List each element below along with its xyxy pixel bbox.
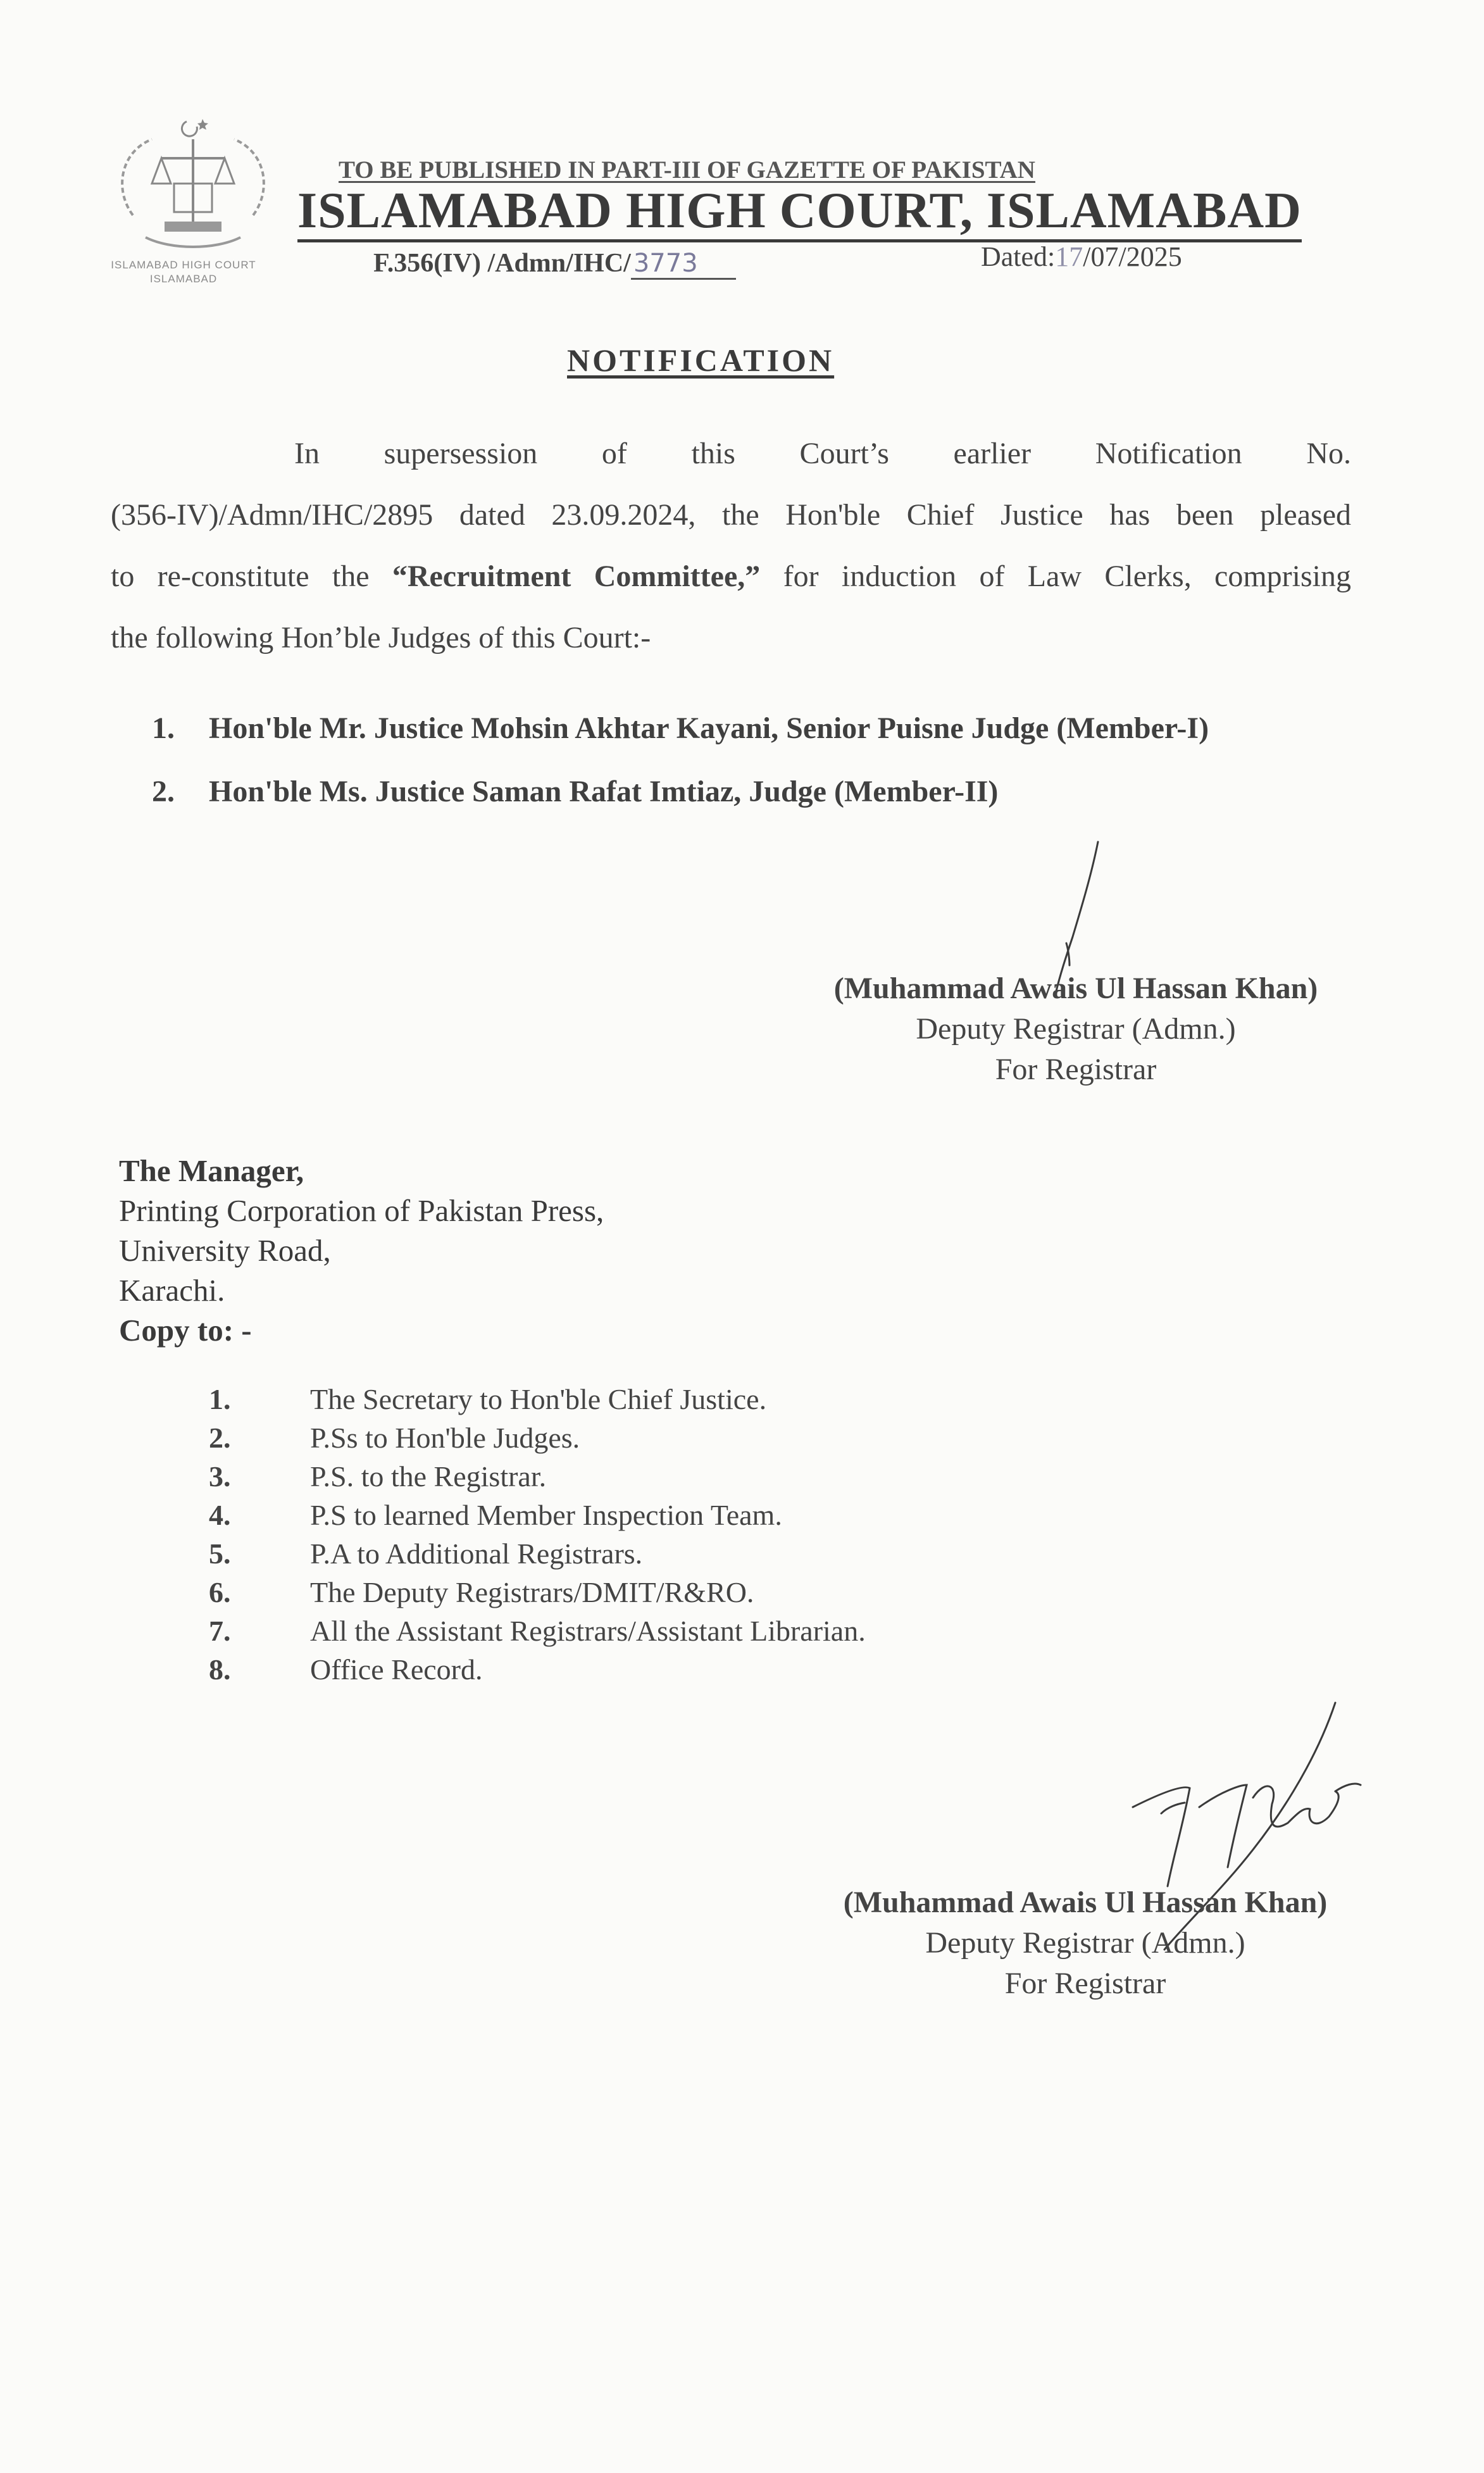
list-item xyxy=(209,1612,866,1650)
address-line-1: Printing Corporation of Pakistan Press, xyxy=(119,1193,604,1228)
dated-label: Dated: xyxy=(981,241,1056,272)
signatory-block-2 xyxy=(769,1882,1402,2004)
seal-caption: ISLAMABAD HIGH COURT ISLAMABAD xyxy=(111,259,256,285)
signatory-designation: Deputy Registrar (Admn.) xyxy=(916,1012,1236,1046)
copy-text: P.S. to the Registrar. xyxy=(310,1460,547,1493)
copy-text: The Deputy Registrars/DMIT/R&RO. xyxy=(310,1576,754,1608)
para-line-1: In supersession of this Court’s earlier Notification No. xyxy=(294,437,1351,470)
para-line-3-a: to re-constitute the xyxy=(111,560,392,593)
list-item xyxy=(209,1496,866,1534)
copy-text: Office Record. xyxy=(310,1653,483,1686)
signatory-block-1 xyxy=(759,968,1392,1090)
address-block xyxy=(119,1151,604,1350)
dated-day-handwritten: 17 xyxy=(1055,241,1083,272)
notification-paragraph xyxy=(111,423,1351,668)
file-number-handwritten: 3773 xyxy=(631,249,736,280)
signatory-name: (Muhammad Awais Ul Hassan Khan) xyxy=(843,1886,1328,1919)
signatory-name: (Muhammad Awais Ul Hassan Khan) xyxy=(833,972,1318,1005)
list-item xyxy=(209,1457,866,1496)
judge-number: 2. xyxy=(152,774,175,808)
list-item xyxy=(152,760,1209,823)
copy-number: 1. xyxy=(209,1383,231,1415)
list-item xyxy=(209,1573,866,1612)
signatory-designation: Deputy Registrar (Admn.) xyxy=(925,1926,1245,1960)
list-item xyxy=(209,1418,866,1457)
copy-number: 6. xyxy=(209,1576,231,1608)
copy-text: P.S to learned Member Inspection Team. xyxy=(310,1499,782,1531)
judge-number: 1. xyxy=(152,711,175,745)
copy-number: 2. xyxy=(209,1422,231,1454)
file-number xyxy=(373,248,736,279)
copy-to-label: Copy to: - xyxy=(119,1313,252,1348)
judges-list xyxy=(152,696,1209,823)
copy-number: 5. xyxy=(209,1537,231,1570)
notification-title: NOTIFICATION xyxy=(567,342,835,378)
para-line-3 xyxy=(111,546,1351,607)
copy-text: All the Assistant Registrars/Assistant Librarian. xyxy=(310,1615,866,1647)
dated xyxy=(981,241,1182,273)
address-to: The Manager, xyxy=(119,1153,304,1188)
dated-rest: /07/2025 xyxy=(1083,241,1182,272)
copy-number: 4. xyxy=(209,1499,231,1531)
signatory-for: For Registrar xyxy=(995,1053,1157,1086)
list-item xyxy=(209,1650,866,1689)
address-line-2: University Road, xyxy=(119,1233,331,1268)
judge-text: Hon'ble Mr. Justice Mohsin Akhtar Kayani, Senior Puisne Judge (Member-I) xyxy=(209,711,1209,745)
address-line-3: Karachi. xyxy=(119,1273,225,1308)
para-line-3-c: for induction of Law Clerks, comprising xyxy=(760,560,1352,593)
list-item xyxy=(152,696,1209,760)
copy-text: P.A to Additional Registrars. xyxy=(310,1537,643,1570)
committee-name: “Recruitment Committee,” xyxy=(392,560,761,593)
copy-text: The Secretary to Hon'ble Chief Justice. xyxy=(310,1383,767,1415)
para-line-4: the following Hon’ble Judges of this Court:- xyxy=(111,621,651,654)
copy-number: 8. xyxy=(209,1653,231,1686)
court-title: ISLAMABAD HIGH COURT, ISLAMABAD xyxy=(297,182,1302,242)
signatory-for: For Registrar xyxy=(1004,1967,1166,2000)
list-item xyxy=(209,1534,866,1573)
para-line-2: (356-IV)/Admn/IHC/2895 dated 23.09.2024, the Hon'ble Chief Justice has been pleased xyxy=(111,498,1351,532)
copy-number: 3. xyxy=(209,1460,231,1493)
gazette-line: TO BE PUBLISHED IN PART-III OF GAZETTE OF PAKISTAN xyxy=(339,156,1035,184)
copy-number: 7. xyxy=(209,1615,231,1647)
copy-text: P.Ss to Hon'ble Judges. xyxy=(310,1422,580,1454)
judge-text: Hon'ble Ms. Justice Saman Rafat Imtiaz, Judge (Member-II) xyxy=(209,774,999,808)
copy-list xyxy=(209,1380,866,1689)
file-number-prefix: F.356(IV) /Admn/IHC/ xyxy=(373,249,631,278)
list-item xyxy=(209,1380,866,1418)
